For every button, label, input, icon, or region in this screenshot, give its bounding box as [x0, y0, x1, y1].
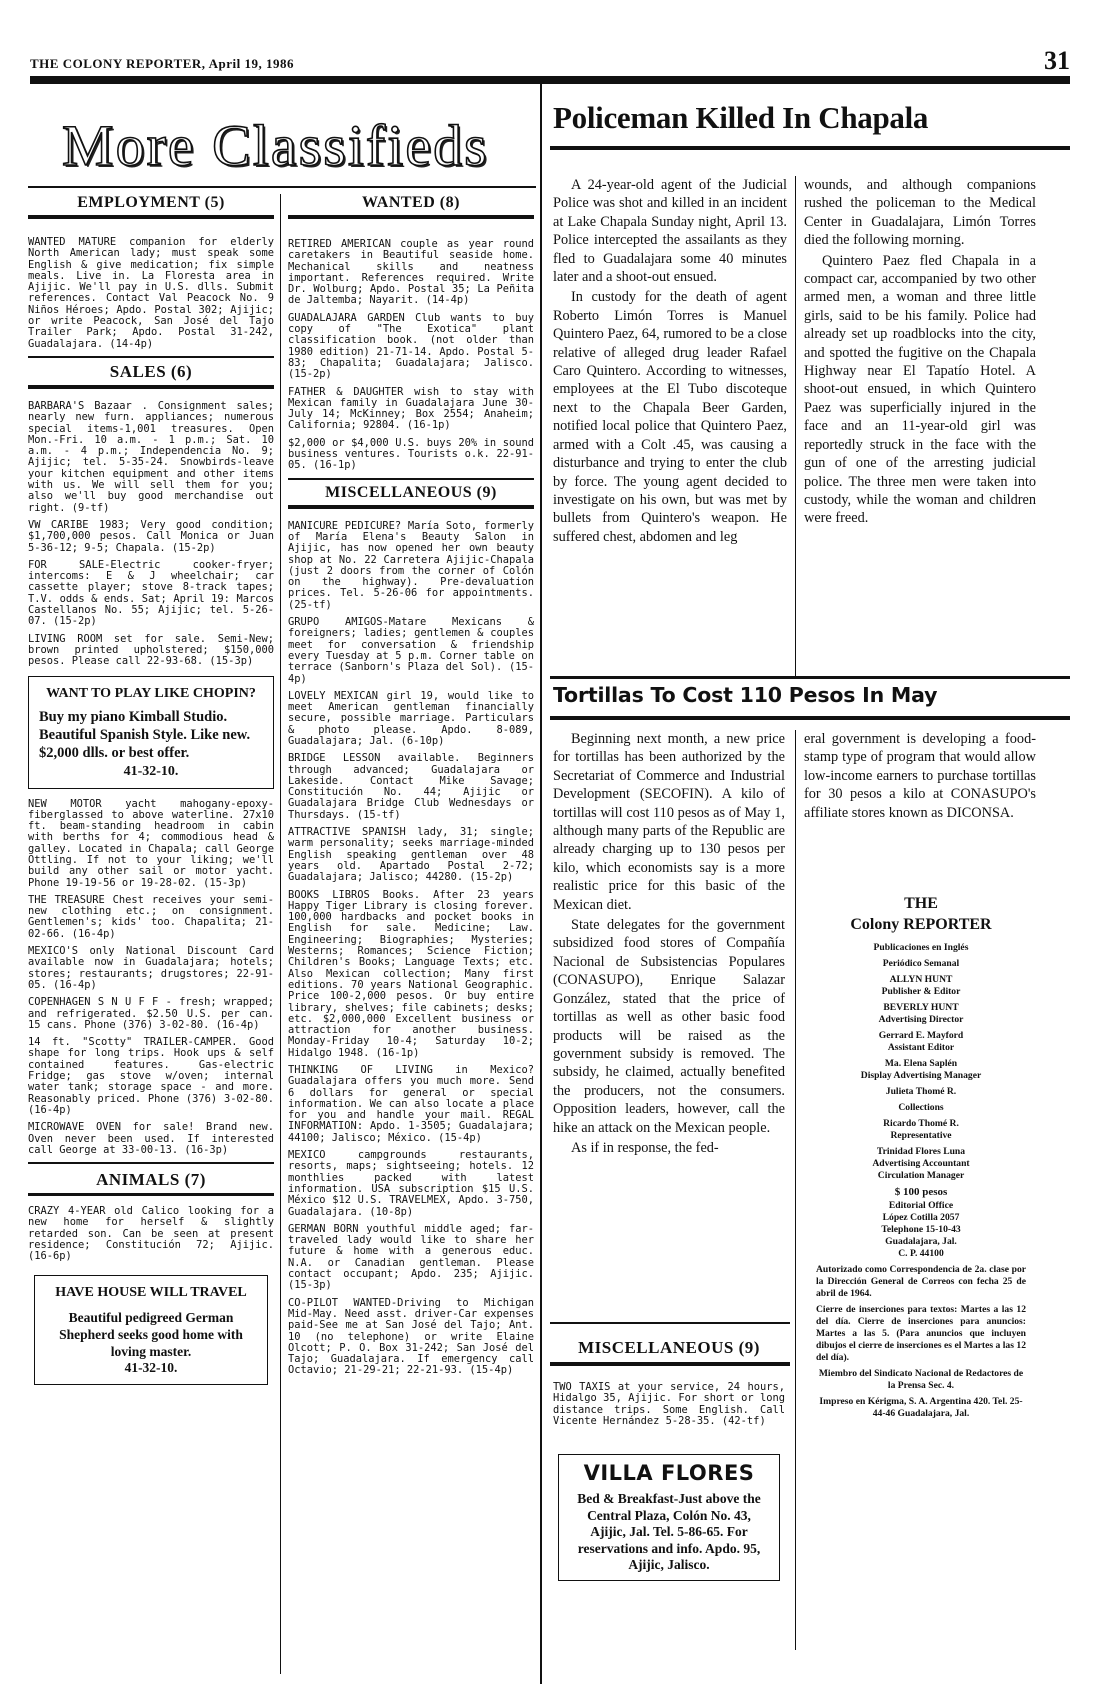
page-divider [540, 84, 542, 1684]
staff-price: $ 100 pesos [894, 1186, 948, 1198]
classifieds-column-1 [28, 194, 274, 1385]
article-paragraph: wounds, and although companions rushed the policeman to the Medical Center in Guadalajara, Limón Torres died the following morning. [804, 177, 1036, 249]
section-rule [288, 215, 534, 219]
misc-ad: GERMAN BORN youthful middle aged; far-traveled lady would like to share her future & home with a generous educ. N.A. or Canadian gentleman. Please contact occupant; Apdo. 235; Ajijic. (15-3p) [288, 1222, 534, 1292]
staff-line: Ma. Elena Saplén [884, 1058, 958, 1069]
section-rule [28, 1193, 274, 1196]
staff-line: Telephone 15-10-43 [881, 1224, 961, 1235]
section-rule [28, 385, 274, 389]
misc-ad: CO-PILOT WANTED-Driving to Michigan Mid-May. Need asst. driver-Car expenses paid-See me at San José del Tajo; Ant. 10 (no telephone) or write Elaine Olcott; P. O. Box 31-242; San José del Tajo; Guadalajara. If emergency call Octavio; 21-29-21; 22-21-93. (15-4p) [288, 1296, 534, 1377]
staff-line: Ricardo Thomé R. [883, 1118, 959, 1129]
classifieds-column-2 [288, 194, 534, 1383]
wanted-ad: GUADALAJARA GARDEN Club wants to buy copy of "The Exotica" plant classification book. (not older than 1980 edition) 21-71-14. Apdo. Postal 5-83; Chapalita; Guadalajara; Jalisco. (15-2p) [288, 311, 534, 381]
section-rule [550, 1322, 790, 1324]
staff-line: BEVERLY HUNT [883, 1002, 959, 1013]
staff-line: Representative [890, 1130, 952, 1141]
police-article-col-2 [804, 176, 1036, 530]
villa-flores-ad-box [558, 1454, 780, 1581]
tortillas-article-col-2 [804, 730, 1036, 824]
headline-rule [550, 146, 1070, 150]
section-rule [288, 505, 534, 509]
staff-line: Display Advertising Manager [860, 1070, 982, 1081]
chopin-ad-box [28, 676, 274, 789]
villa-flores-body: Bed & Breakfast-Just above the Central Plaza, Colón No. 43, Ajijic, Jal. Tel. 5-86-65. For reservations and info. Apdo. 95, Ajijic, Jalisco. [577, 1491, 761, 1572]
sales-ad: MICROWAVE OVEN for sale! Brand new. Oven never been used. If interested call George at 33-00-13. (16-3p) [28, 1121, 274, 1156]
sales-ad: 14 ft. "Scotty" TRAILER-CAMPER. Good shape for long trips. Hook ups & self contained features. Gas-electric Fridge; gas stove w/oven; internal water tank; storage space - and more. Reasonably priced. Phone (376) 3-02-80. (16-4p) [28, 1036, 274, 1116]
column-divider [795, 176, 796, 676]
staff-box-title: THE [904, 895, 938, 912]
chopin-ad-body: Buy my piano Kimball Studio. Beautiful Spanish Style. Like new. $2,000 dlls. or best offer. [39, 708, 251, 761]
sales-ad: LIVING ROOM set for sale. Semi-New; brown printed upholstered; $150,000 pesos. Please call 22-93-68. (15-3p) [28, 632, 274, 668]
wanted-ad: $2,000 or $4,000 U.S. buys 20% in sound business ventures. Tourists o.k. 22-91-05. (16-1p) [288, 436, 534, 472]
page-number: 31 [1044, 46, 1070, 75]
article-paragraph: eral government is developing a food-stamp type of program that would allow low-income earners to purchase tortillas for 30 pesos a kilo at CONASUPO's affiliate stores known as DICONSA. [804, 731, 1036, 821]
staff-line: Periódico Semanal [882, 958, 960, 969]
taxi-ad: TWO TAXIS at your service, 24 hours, Hidalgo 35, Ajijic. For short or long distance trips. Some English. Call Vicente Hernández 5-28-35. (42-tf) [553, 1381, 785, 1427]
staff-line: Julieta Thomé R. [885, 1086, 957, 1097]
staff-line: Editorial Office [888, 1200, 954, 1211]
wanted-ad: RETIRED AMERICAN couple as year round caretakers in Beautiful seaside home. Mechanical skills and neatness important. References required. Write Dr. Wolburg; Apdo. Postal 35; La Peñita de Jaltemba; Nayarit. (14-4p) [288, 238, 534, 307]
sales-ad: VW CARIBE 1983; Very good condition; $1,700,000 pesos. Call Monica or Juan 5-36-12; 9-5; Chapala. (15-2p) [28, 518, 274, 554]
shepherd-ad-body: Beautiful pedigreed German Shepherd seeks good home with loving master. [59, 1309, 243, 1359]
shepherd-ad-title: HAVE HOUSE WILL TRAVEL [55, 1284, 247, 1300]
article-paragraph: Quintero Paez fled Chapala in a compact car, accompanied by two other armed men, a woman and three little girls, said to be his family. Police had already set up roadblocks into the city, and spotted the fugitive on the Chapala Highway near El Tapatío Hotel. A shoot-out ensued, in which Quintero Paez was superficially injured in the face and an 11-year-old girl was reportedly struck in the face with the gun of one of the arresting judicial police. The three men were taken into custody, while the woman and children were freed. [804, 252, 1036, 527]
section-rule [28, 1162, 274, 1164]
staff-notice: Miembro del Sindicato Nacional de Redactores de la Prensa Sec. 4. [818, 1368, 1024, 1391]
staff-line: Publisher & Editor [881, 986, 961, 997]
article-paragraph: A 24-year-old agent of the Judicial Police was shot and killed in an incident at Lake Chapala Sunday night, April 13. Police intercepted the assailants as they fled to Guadalajara some 40 minutes later and a shoot-out ensued. [553, 177, 787, 286]
article-paragraph: In custody for the death of agent Roberto Limón Torres is Manuel Quintero Paez, 64, rumored to be a close relative of alleged drug leader Rafael Caro Quintero. According to witnesses, employees at the El Tubo discoteque next to the Chapala Beer Garden, notified local police that Quintero Paez, armed with a Colt .45, was causing a disturbance and trying to enter the club by force. The young agent decided to investigate on his own, but was met by bullets from Quintero's weapon. He suffered chest, abdomen and leg [553, 289, 787, 545]
section-rule [550, 676, 1070, 679]
column-divider [280, 194, 281, 1674]
staff-line: Collections [898, 1102, 944, 1113]
staff-line: Circulation Manager [877, 1170, 965, 1181]
title-rule [28, 186, 536, 188]
staff-line: C. P. 44100 [898, 1248, 944, 1259]
misc-ad: MANICURE PEDICURE? María Soto, formerly of María Elena's Beauty Salon in Ajijic, has now opened her own beauty shop at No. 22 Carretera Ajijic-Chapala (just 2 doors from the corner of Colón on the highway). Pre-devaluation prices. Tel. 5-26-06 for appointments. (25-tf) [288, 519, 534, 611]
wanted-heading: WANTED (8) [362, 194, 460, 211]
staff-line: Gerrard E. Mayford [878, 1030, 964, 1041]
staff-line: ALLYN HUNT [889, 974, 953, 985]
classifieds-title: More Classifieds [62, 113, 489, 178]
animals-heading: ANIMALS (7) [96, 1170, 206, 1190]
section-rule [550, 1362, 790, 1366]
section-rule [28, 356, 274, 358]
staff-notice: Cierre de inserciones para textos: Martes a las 12 del día. Cierre de inserciones para anuncios: Martes a las 5. (Para anuncios que incluyen dibujos el cierre de inserciones es el Martes a las 12 del día). [816, 1304, 1026, 1363]
villa-flores-title: VILLA FLORES [583, 1461, 755, 1485]
staff-line: López Cotilla 2057 [882, 1212, 960, 1223]
tortillas-article-col-1 [553, 730, 785, 1159]
headline-rule [550, 716, 1070, 720]
chopin-ad-phone: 41-32-10. [123, 763, 179, 779]
staff-line: Advertising Director [878, 1014, 964, 1025]
staff-line: Guadalajara, Jal. [885, 1236, 957, 1247]
misc-ad: GRUPO AMIGOS-Matare Mexicans & foreigners; ladies; gentlemen & couples meet for conversation & friendship every Tuesday at 5 p.m. Corner table on terrace (Sanborn's Plaza del Sol). (15-4p) [288, 616, 534, 685]
staff-line: Publicaciones en Inglés [873, 942, 969, 953]
staff-notice: Autorizado como Correspondencia de 2a. clase por la Dirección General de Correos con fecha 25 de abril de 1964. [816, 1264, 1026, 1299]
article-paragraph: As if in response, the fed- [571, 1139, 719, 1156]
section-rule [288, 478, 534, 480]
sales-ad: NEW MOTOR yacht mahogany-epoxy-fiberglassed to above waterline. 27x10 ft. beam-standing headroom in cabin with berths for 4; commodious head & galley. Located in Chapala; call George Ottling. If not to your liking; we'll build any other sail or motor yacht. Phone 19-19-56 or 19-28-02. (15-3p) [28, 797, 274, 889]
sales-heading: SALES (6) [109, 361, 193, 381]
misc-ad: LOVELY MEXICAN girl 19, would like to meet American gentleman financially secure, possible marriage. Particulars & photo please. Apdo. 8-089, Guadalajara; Jal. (6-10p) [288, 689, 534, 747]
shepherd-ad-phone: 41-32-10. [124, 1359, 178, 1375]
employment-heading: EMPLOYMENT (5) [77, 194, 225, 211]
newspaper-staff-box [816, 894, 1026, 1424]
page-masthead [30, 46, 1070, 75]
staff-box-title: Colony REPORTER [850, 916, 992, 933]
misc-ad: BOOKS LIBROS Books. After 23 years Happy Tiger Library is closing forever. 100,000 hardbacks and pocket books in English for sale. Medicine; Law. Engineering; Biographies; Mysteries; Westerns; Romances; Science Fiction; Children's Books; Language Texts; etc. Also Mexican collection; Many first editions. 70 years National Geographic. Price 100-2,000 pesos. Or buy entire library, shelves; file cabinets; desks; etc. $2,000,000 Excellent business or attraction for another business. Monday-Friday 10-4; Saturday 10-2; Hidalgo 1948. (16-1p) [288, 888, 534, 1059]
misc-right-heading: MISCELLANEOUS (9) [578, 1338, 760, 1357]
misc-ad: MEXICO campgrounds restaurants, resorts, maps; sightseeing; hotels. 12 monthlies packed with latest information. USA subscription $15 U.S. México $12 U.S. TRAVELMEX, Apdo. 3-750, Guadalajara. (10-8p) [288, 1149, 534, 1218]
tortillas-headline: Tortillas To Cost 110 Pesos In May [553, 683, 938, 707]
column-divider [795, 730, 796, 1650]
staff-notice: Impreso en Kérigma, S. A. Argentina 420. Tel. 25-44-46 Guadalajara, Jal. [819, 1396, 1023, 1419]
sales-ad: THE TREASURE Chest receives your semi-new clothing etc.; on consignment. Gentlemen's; kids' too. Chapalita; 21-02-66. (16-4p) [28, 893, 274, 940]
staff-line: Assistant Editor [887, 1042, 955, 1053]
staff-line: Trinidad Flores Luna [876, 1146, 966, 1157]
article-paragraph: State delegates for the government subsidized food stores of Compañía Nacional de Subsistencias Populares (CONASUPO), Enrique Salazar González, stated that the price of tortillas as well as other basic food products will be raised as the government subsidy is removed. The subsidy, he claimed, actually benefited the producers, not the consumers. Opposition leaders, however, call the hike an attack on the Mexican people. [553, 917, 785, 1136]
police-article-col-1 [553, 176, 787, 548]
running-header: THE COLONY REPORTER, April 19, 1986 [30, 56, 294, 71]
sales-ad: BARBARA'S Bazaar . Consignment sales; nearly new furn. appliances; numerous special items-1,001 treasures. Open Mon.-Fri. 10 a.m. - 1 p.m.; Sat. 10 a.m. - 4 p.m.; Independencia No. 9; Ajijic; tel. 5-35-24. Snowbirds-leave your kitchen equipment and other items with us. We will sell them for you; also we'll buy good merchandise out right. (9-tf) [28, 399, 274, 514]
sales-ad: MEXICO'S only National Discount Card available now in Guadalajara; hotels; stores; restaurants; drugstores; 22-91-05. (16-4p) [28, 945, 274, 991]
chopin-ad-title: WANT TO PLAY LIKE CHOPIN? [46, 685, 256, 701]
shepherd-ad-box [34, 1275, 268, 1385]
staff-line: Advertising Accountant [872, 1158, 970, 1169]
article-paragraph: Beginning next month, a new price for tortillas has been authorized by the Secretariat of Commerce and Industrial Development (SECOFIN). A kilo of tortillas will cost 110 pesos as of May 1, although many parts of the Republic are already charging up to 130 pesos per kilo, which economists say is a more realistic price for this basic of the Mexican diet. [553, 731, 785, 913]
police-headline: Policeman Killed In Chapala [553, 100, 929, 135]
masthead-rule [30, 76, 1070, 84]
misc-ad: ATTRACTIVE SPANISH lady, 31; single; warm personality; seeks marriage-minded English speaking gentleman over 48 years old. Apartado Postal 2-72; Guadalajara; Jalisco; 44280. (15-2p) [288, 826, 534, 884]
section-rule [28, 215, 274, 219]
sales-ad: FOR SALE-Electric cooker-fryer; intercoms: E & J wheelchair; car cassette player; stove 8-track tapes; T.V. odds & ends. Sat; April 19: Marcos Castellanos No. 55; Ajijic; tel. 5-26-07. (15-2p) [28, 558, 274, 628]
misc-heading: MISCELLANEOUS (9) [325, 483, 497, 501]
employment-ad: WANTED MATURE companion for elderly North American lady; must speak some English & give medication; fix simple meals. Live in. La Floresta area in Ajijic. We'll pay in U.S. dlls. Submit references. Contact Val Peacock No. 9 Niños Héroes; Apdo. Postal 302; Ajijic; or write Peacock, San José del Tajo Trailer Park; Apdo. Postal 31-242, Guadalajara. (14-4p) [28, 236, 274, 350]
misc-ad: BRIDGE LESSON available. Beginners through advanced; Guadalajara or Lakeside. Contact Mike Savage; Constitución No. 44; Ajijic or Guadalajara Bridge Club Wednesdays or Thursdays. (15-tf) [288, 752, 534, 821]
sales-ad: COPENHAGEN S N U F F - fresh; wrapped; and refrigerated. $2.50 U.S. per can. 15 cans. Phone (376) 3-02-80. (16-4p) [28, 996, 274, 1031]
misc-ad: THINKING OF LIVING in Mexico? Guadalajara offers you much more. Send 6 dollars for general or special information. We can also locate a place for you and handle your mail. REGAL INFORMATION: Apdo. 1-3505; Guadalajara; 44100; Jalisco; México. (15-4p) [288, 1064, 534, 1144]
animals-ad: CRAZY 4-YEAR old Calico looking for a new home for herself & slightly retarded son. Can be seen at present residence; Constitución 72; Ajijic. (16-6p) [28, 1205, 274, 1263]
wanted-ad: FATHER & DAUGHTER wish to stay with Mexican family in Guadalajara June 30-July 14; McKinney; Box 2554; Anaheim; California; 92804. (16-1p) [288, 385, 534, 432]
